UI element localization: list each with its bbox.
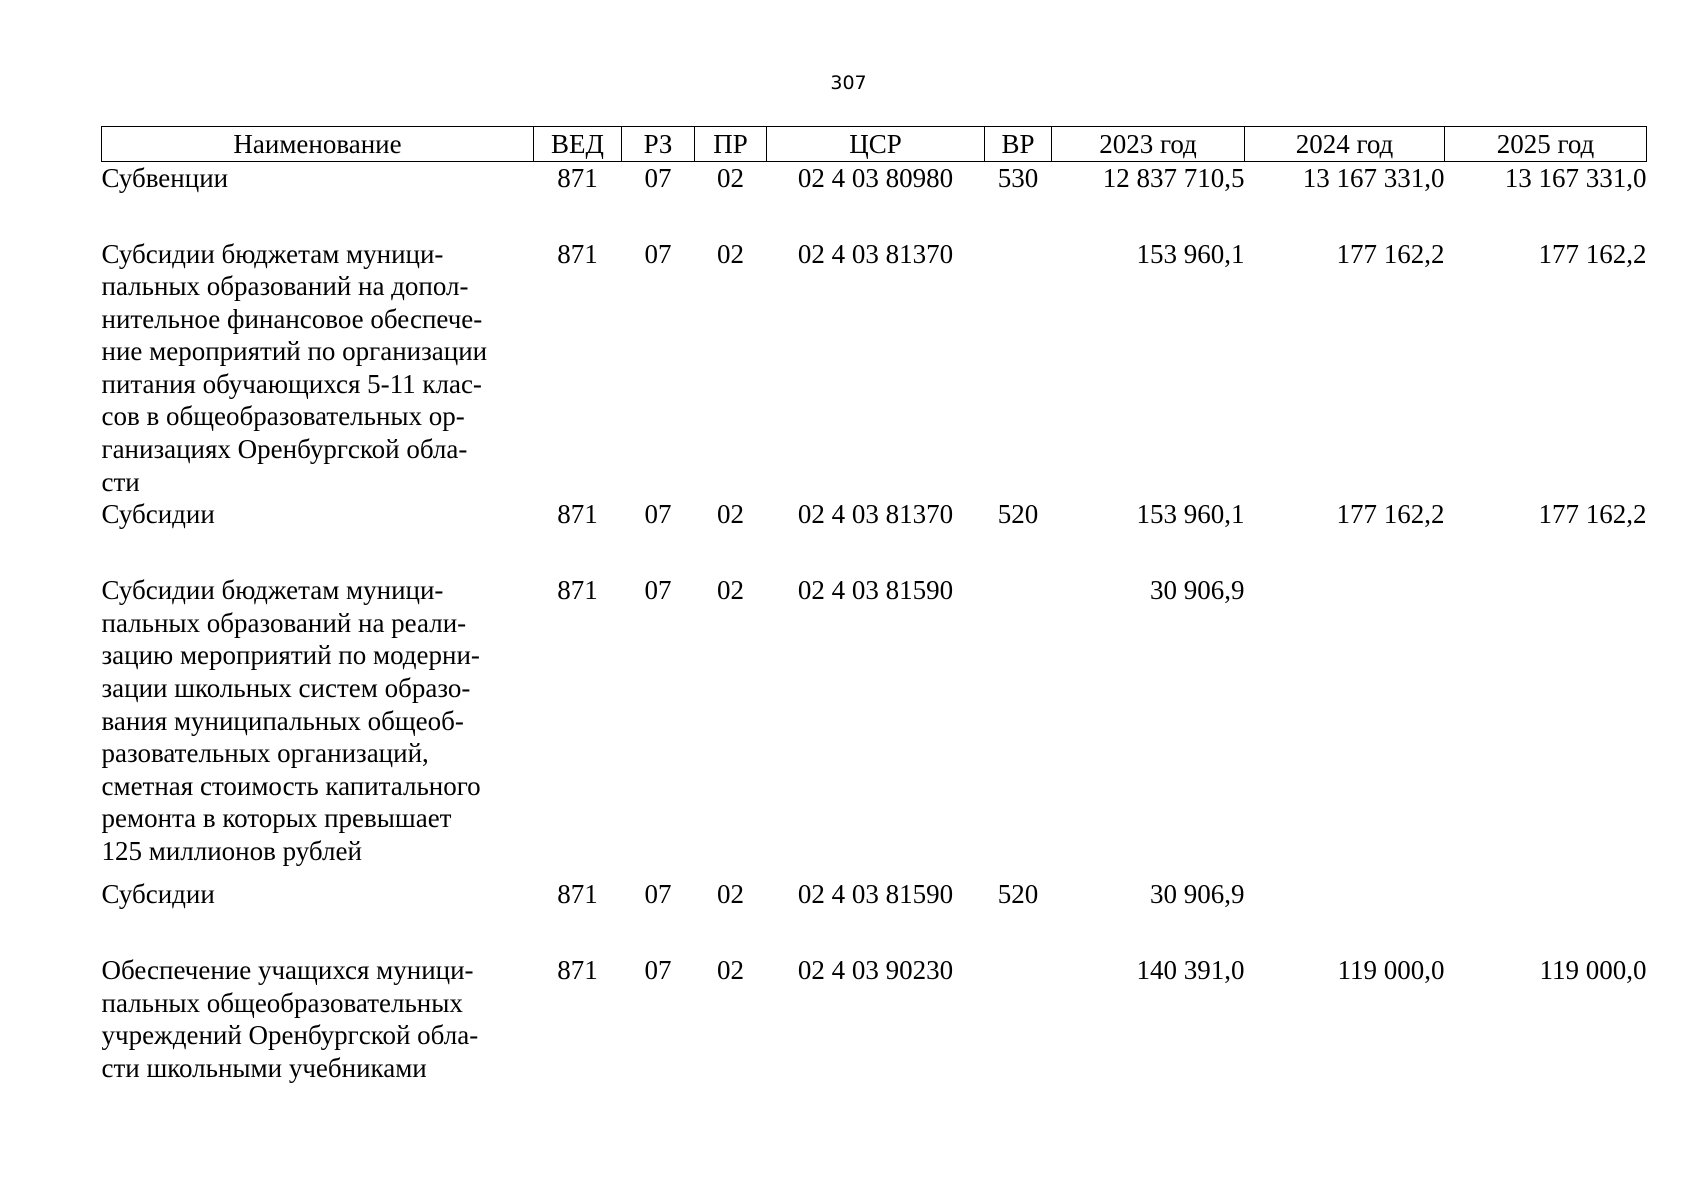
row-vr: [985, 238, 1052, 499]
row-ved: 871: [557, 163, 598, 193]
table-row: [102, 238, 1647, 499]
row-name: Субсидии бюджетам муници- пальных образований на реали- зацию мероприятий по модерни- зации школьных систем образо- вания муниципальных общеоб- разовательных организаций, сметная стоимость капитального ремонта в которых превышает 125 миллионов рублей: [101, 575, 481, 866]
row-2024: [1245, 574, 1445, 878]
row-csr: 02 4 03 81370: [797, 238, 954, 269]
row-pr: 02: [717, 955, 744, 986]
header-vr: ВР: [985, 127, 1052, 162]
row-name: Обеспечение учащихся муници- пальных общеобразовательных учреждений Оренбургской обла- сти школьными учебниками: [101, 955, 479, 1084]
header-pr: ПР: [695, 127, 767, 162]
row-vr: 520: [997, 499, 1039, 530]
row-rz: 07: [644, 238, 672, 269]
header-name: Наименование: [102, 127, 534, 162]
row-rz: 07: [644, 499, 672, 530]
row-rz: 07: [644, 879, 672, 910]
row-2025: [1445, 574, 1647, 878]
row-rz: 07: [644, 955, 672, 986]
page-number: 307: [830, 72, 867, 94]
row-2025: 177 162,2: [1538, 499, 1647, 530]
row-ved: 871: [557, 575, 598, 606]
row-2023: 153 960,1: [1136, 238, 1245, 269]
row-csr: 02 4 03 81590: [797, 575, 954, 606]
row-2025: 119 000,0: [1539, 955, 1647, 986]
row-name: Субсидии: [101, 879, 215, 910]
row-name: Субсидии: [101, 499, 215, 530]
row-2024: 177 162,2: [1336, 499, 1445, 530]
header-csr: ЦСР: [767, 127, 985, 162]
row-2024: [1245, 878, 1445, 954]
row-pr: 02: [717, 499, 744, 530]
row-name: Субвенции: [101, 163, 229, 193]
row-pr: 02: [717, 163, 744, 193]
row-2023: 140 391,0: [1136, 955, 1245, 986]
row-2023: 12 837 710,5: [1102, 163, 1245, 193]
row-2023: 30 906,9: [1150, 879, 1245, 910]
row-ved: 871: [557, 238, 598, 269]
row-2023: 153 960,1: [1136, 499, 1245, 530]
table-row: [102, 162, 1647, 238]
table-row: [102, 574, 1647, 878]
row-pr: 02: [717, 575, 744, 606]
row-2023: 30 906,9: [1150, 575, 1245, 606]
table-header-row: [102, 127, 1647, 162]
row-2025: [1445, 878, 1647, 954]
header-2024: 2024 год: [1245, 127, 1445, 162]
row-vr: [985, 574, 1052, 878]
row-2024: 13 167 331,0: [1302, 163, 1445, 193]
row-name: Субсидии бюджетам муници- пальных образований на допол- нительное финансовое обеспече- ние мероприятий по организации питания обучающихся 5-11 клас- сов в общеобразовательных ор- ганизациях Оренбургской обла- сти: [101, 238, 488, 497]
table-row: [102, 954, 1647, 1084]
row-2025: 177 162,2: [1538, 238, 1647, 269]
row-csr: 02 4 03 81370: [797, 499, 954, 530]
row-csr: 02 4 03 90230: [797, 955, 954, 986]
row-vr: 530: [997, 163, 1039, 193]
row-2024: 177 162,2: [1336, 238, 1445, 269]
row-ved: 871: [557, 499, 598, 530]
row-ved: 871: [557, 955, 598, 986]
row-pr: 02: [717, 879, 744, 910]
row-vr: [985, 954, 1052, 1084]
header-rz: РЗ: [622, 127, 695, 162]
row-rz: 07: [644, 163, 672, 193]
table-row: [102, 498, 1647, 574]
row-csr: 02 4 03 80980: [797, 163, 954, 193]
row-vr: 520: [997, 879, 1039, 910]
row-ved: 871: [557, 879, 598, 910]
row-2025: 13 167 331,0: [1504, 163, 1647, 193]
row-csr: 02 4 03 81590: [797, 879, 954, 910]
header-2023: 2023 год: [1052, 127, 1245, 162]
budget-table: [101, 126, 1647, 1085]
row-rz: 07: [644, 575, 672, 606]
table-row: [102, 878, 1647, 954]
header-ved: ВЕД: [534, 127, 622, 162]
header-2025: 2025 год: [1445, 127, 1647, 162]
row-pr: 02: [717, 238, 744, 269]
row-2024: 119 000,0: [1337, 955, 1445, 986]
